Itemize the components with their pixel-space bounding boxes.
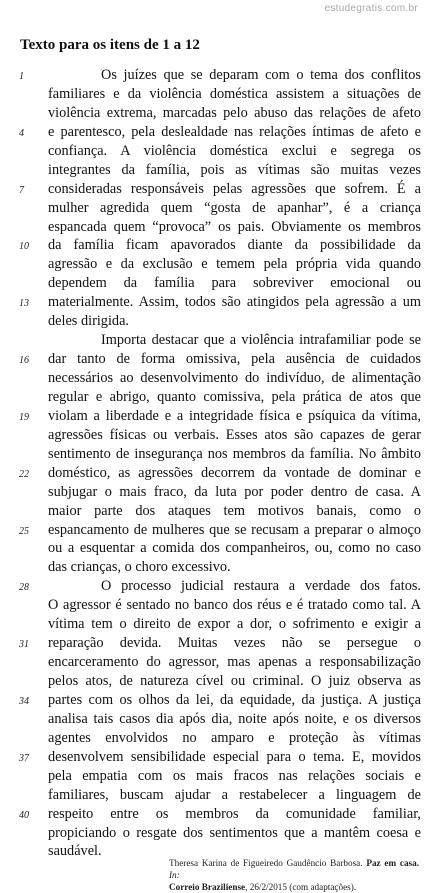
line-text: dar tanto de forma omissiva, pela ausência de cuidados (48, 351, 421, 368)
text-line (0, 104, 427, 123)
line-number: 4 (19, 127, 24, 139)
text-line (0, 123, 427, 142)
text-line (0, 521, 427, 540)
line-text: da família ficam apavorados diante da possibilidade da (48, 237, 421, 254)
line-text: materialmente. Assim, todos são atingidos pela agressão a um (48, 294, 421, 311)
text-line (0, 615, 427, 634)
text-line (0, 729, 427, 748)
text-line (0, 426, 427, 445)
text-line (0, 199, 427, 218)
line-number: 16 (19, 355, 29, 367)
text-line (0, 66, 427, 85)
line-text: e parentesco, pela deslealdade nas relações íntimas de afeto e (48, 123, 421, 140)
text-line (0, 312, 427, 331)
text-line (0, 350, 427, 369)
text-line (0, 634, 427, 653)
line-text: sentimento de insegurança nos membros da família. No âmbito (48, 445, 421, 462)
text-line (0, 805, 427, 824)
line-number: 10 (19, 241, 29, 253)
line-text: subjugar o mais fraco, da luta por poder dentro de casa. A (48, 483, 421, 500)
line-number: 34 (19, 695, 29, 707)
citation-in-label: In: (169, 870, 180, 880)
line-text: propiciando o resgate dos sentimentos que a mantêm coesa e (48, 824, 421, 841)
line-text: integrantes da família, pois as vítimas são muitas vezes (48, 161, 421, 178)
line-text: mulher agredida quem “gosta de apanhar”, é a criança (48, 199, 421, 216)
text-line (0, 218, 427, 237)
text-line (0, 388, 427, 407)
line-text: agressão e da exclusão e temem pela própria vida quando (48, 256, 421, 273)
line-text: consideradas responsáveis pelas agressões que sofrem. É a (48, 180, 421, 197)
line-text: confiança. A violência doméstica exclui e segrega os (48, 142, 421, 159)
citation-title: Paz em casa. (366, 858, 420, 868)
line-text: O processo judicial restaura a verdade dos fatos. (101, 578, 421, 595)
citation-source: Correio Braziliense (169, 882, 246, 892)
text-line (0, 502, 427, 521)
line-text: familiares, buscam ajudar a restabelecer a linguagem de (48, 786, 421, 803)
line-text: Os juízes que se deparam com o tema dos conflitos (101, 67, 421, 83)
line-text: saudável. (48, 843, 102, 860)
line-text: familiares e da violência doméstica assistem a situações de (48, 85, 421, 102)
text-line (0, 255, 427, 274)
line-number: 13 (19, 298, 29, 310)
line-number: 31 (19, 639, 29, 651)
text-line (0, 748, 427, 767)
text-line (0, 407, 427, 426)
line-text: Importa destacar que a violência intrafamiliar pode se (101, 332, 421, 349)
line-text: doméstico, as agressões decorrem da vontade de dominar e (48, 464, 421, 481)
text-line (0, 710, 427, 729)
line-text: vítima tem o direito de expor a dor, o sofrimento e exigir a (48, 616, 421, 633)
line-text: violam a liberdade e a integridade física e psíquica da vítima, (48, 407, 421, 424)
citation-author: Theresa Karina de Figueiredo Gaudêncio Barbosa. (169, 858, 363, 868)
line-number: 7 (19, 184, 24, 196)
line-number: 28 (19, 582, 29, 594)
line-text: ou a esquentar a comida dos companheiros, ou, como no caso (48, 540, 421, 557)
line-number: 25 (19, 525, 29, 537)
site-watermark[interactable]: estudegratis.com.br (324, 3, 418, 14)
line-text: encarceramento do agressor, mas apenas a responsabilização (48, 654, 421, 671)
text-line (0, 445, 427, 464)
text-line (0, 558, 427, 577)
text-line (0, 824, 427, 843)
line-text: violência extrema, marcadas pelo abuso das relações de afeto (48, 104, 421, 121)
line-text: maior parte dos ataques tem motivos banais, como o (48, 502, 421, 519)
line-text: pela empatia com os mais fracos nas relações sociais e (48, 767, 421, 784)
text-line (0, 539, 427, 558)
text-line (0, 596, 427, 615)
text-line (0, 369, 427, 388)
line-text: reparação devida. Muitas vezes não se persegue o (48, 635, 421, 652)
text-line (0, 577, 427, 596)
line-number: 19 (19, 411, 29, 423)
line-text: espancada quem “provoca” os pais. Obviamente os membros (48, 218, 421, 235)
line-text: analisa tais casos dia após dia, noite após noite, e os diversos (48, 710, 421, 727)
line-number: 40 (19, 809, 29, 821)
line-text: deles dirigida. (48, 313, 129, 330)
citation-date: , 26/2/2015 (com adaptações). (245, 882, 357, 892)
text-line (0, 331, 427, 350)
text-line (0, 161, 427, 180)
line-text: O agressor é sentado no banco dos réus e é tratado como tal. A (48, 597, 421, 614)
citation (169, 857, 419, 893)
line-text: espancamento de mulheres que se recusam a preparar o almoço (48, 521, 421, 538)
text-body (0, 66, 427, 861)
text-line (0, 85, 427, 104)
text-line (0, 653, 427, 672)
line-text: agressões físicas ou verbais. Esses atos são capazes de gerar (48, 426, 421, 443)
text-line (0, 293, 427, 312)
text-line (0, 142, 427, 161)
line-text: dependem da família para sobreviver emocional ou (48, 275, 421, 292)
line-text: respeito entre os membros da comunidade familiar, (48, 805, 421, 822)
line-text: necessários ao desenvolvimento do indivíduo, de alimentação (48, 370, 421, 386)
text-line (0, 691, 427, 710)
text-line (0, 767, 427, 786)
line-number: 1 (19, 71, 24, 82)
line-text: agentes envolvidos no amparo e proteção às vítimas (48, 729, 421, 746)
line-text: desenvolvem sensibilidade especial para o tema. E, movidos (48, 748, 421, 765)
text-line (0, 180, 427, 199)
text-line (0, 672, 427, 691)
text-heading: Texto para os itens de 1 a 12 (20, 37, 200, 53)
line-number: 37 (19, 752, 29, 764)
text-line (0, 464, 427, 483)
line-text: pelos atos, de natureza cível ou criminal. O juiz observa as (48, 673, 421, 689)
text-line (0, 483, 427, 502)
line-text: partes com os olhos da lei, da equidade, da justiça. A justiça (48, 691, 421, 708)
line-number: 22 (19, 468, 29, 480)
text-line (0, 786, 427, 805)
line-text: das crianças, o choro excessivo. (48, 559, 231, 576)
text-line (0, 236, 427, 255)
text-line (0, 274, 427, 293)
line-text: regular e abrigo, quanto comissiva, pela prática de atos que (48, 388, 421, 405)
